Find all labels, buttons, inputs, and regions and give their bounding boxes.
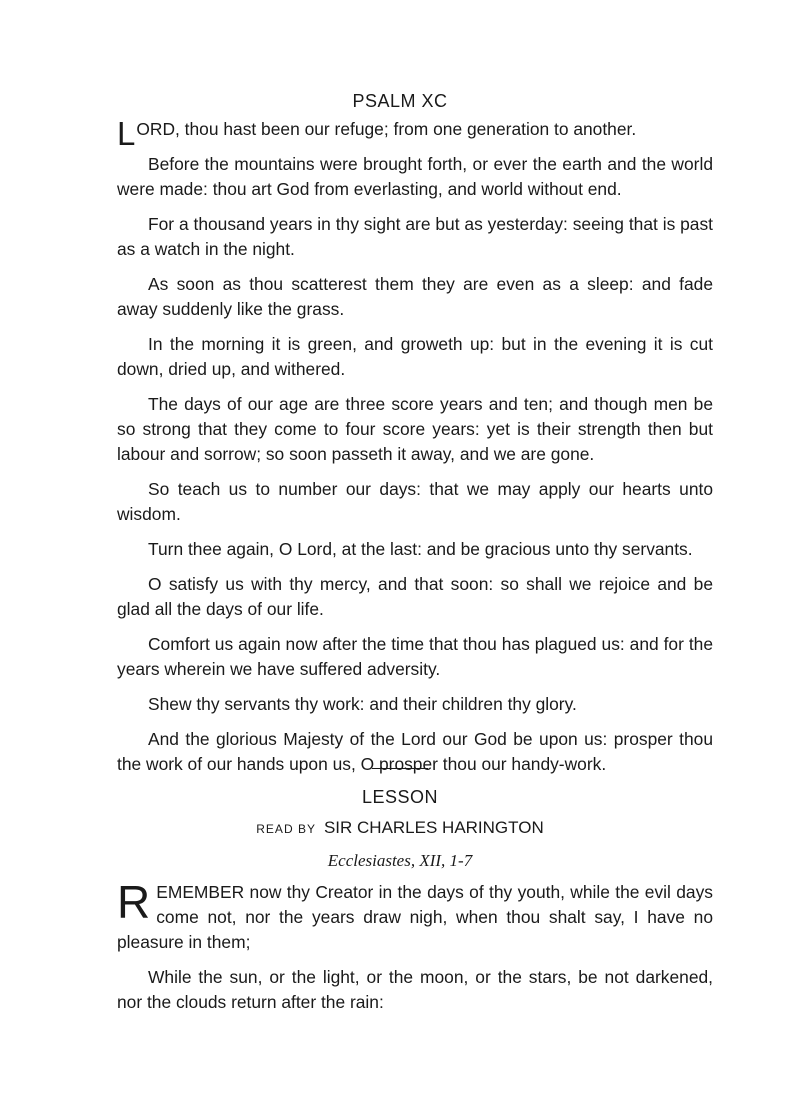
lesson-reader-line bbox=[0, 818, 800, 838]
psalm-verse-5: In the morning it is green, and groweth up: but in the evening it is cut down, dried up, and withered. bbox=[117, 334, 713, 379]
psalm-verse-9: O satisfy us with thy mercy, and that soon: so shall we rejoice and be glad all the days of our life. bbox=[117, 574, 713, 619]
psalm-verse-1 bbox=[117, 115, 713, 152]
psalm-verse-7: So teach us to number our days: that we may apply our hearts unto wisdom. bbox=[117, 479, 713, 524]
psalm-verse-3: For a thousand years in thy sight are but as yesterday: seeing that is past as a watch in the night. bbox=[117, 214, 713, 259]
read-by-label: READ BY bbox=[256, 822, 316, 836]
psalm-text bbox=[117, 117, 713, 787]
psalm-verse-11: Shew thy servants thy work: and their children thy glory. bbox=[148, 694, 577, 714]
reader-name: SIR CHARLES HARINGTON bbox=[323, 818, 544, 837]
psalm-title: PSALM XC bbox=[352, 91, 448, 111]
lesson-text bbox=[117, 876, 713, 1025]
psalm-verse-10: Comfort us again now after the time that thou has plagued us: and for the years wherein we have suffered adversity. bbox=[117, 634, 713, 679]
lesson-verse-2: While the sun, or the light, or the moon, or the stars, be not darkened, nor the clouds return after the rain: bbox=[117, 967, 713, 1012]
psalm-verse-6: The days of our age are three score years and ten; and though men be so strong that they come to four score years: yet is their strength then but labour and sorrow; so soon passeth it away, and we are gone. bbox=[117, 394, 713, 464]
psalm-verse-4: As soon as thou scatterest them they are even as a sleep: and fade away suddenly like the grass. bbox=[117, 274, 713, 319]
lesson-verse-1-text: EMEMBER now thy Creator in the days of thy youth, while the evil days come not, nor the years draw nigh, when thou shalt say, I have no pleasure in them; bbox=[117, 882, 713, 952]
lesson-title: LESSON bbox=[361, 787, 439, 807]
psalm-verse-8: Turn thee again, O Lord, at the last: and be gracious unto thy servants. bbox=[148, 539, 693, 559]
lesson-citation: Ecclesiastes, XII, 1-7 bbox=[327, 851, 473, 870]
lesson-dropcap: R bbox=[117, 876, 151, 928]
psalm-verse-12: And the glorious Majesty of the Lord our God be upon us: prosper thou the work of our hands upon us, O prosper thou our handy-work. bbox=[117, 729, 713, 774]
psalm-dropcap: L bbox=[117, 115, 136, 152]
psalm-verse-1-text: ORD, thou hast been our refuge; from one generation to another. bbox=[136, 119, 637, 139]
section-divider bbox=[372, 768, 428, 769]
psalm-verse-2: Before the mountains were brought forth, or ever the earth and the world were made: thou art God from everlasting, and world without end. bbox=[117, 154, 713, 199]
lesson-verse-1 bbox=[117, 876, 713, 955]
